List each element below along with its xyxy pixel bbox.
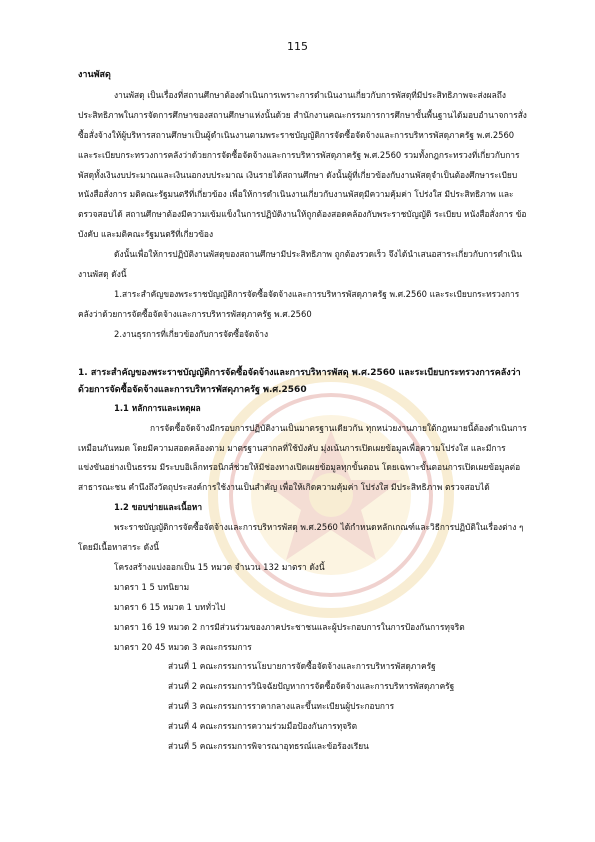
page-number: 115	[287, 40, 308, 53]
toc-item: 2.งานธุรการที่เกี่ยวข้องกับการจัดซื้อจัดจ้าง	[114, 328, 269, 339]
subsection-text: พระราชบัญญัติการจัดซื้อจัดจ้างและการบริหารพัสดุ พ.ศ.2560 ได้กำหนดหลักเกณฑ์และวิธีการปฏิบัติในเรื่องต่าง ๆ โดยมีเนื้อหาสาระ ดังนี้	[78, 522, 524, 553]
section-range: มาตรา 1 5 บทนิยาม	[114, 581, 190, 592]
part-item: ส่วนที่ 4 คณะกรรมการความร่วมมือป้องกันการทุจริต	[168, 721, 358, 732]
section-range: มาตรา 20 45 หมวด 3 คณะกรรมการ	[114, 641, 252, 652]
subsection-text: การจัดซื้อจัดจ้างมีกรอบการปฏิบัติงานเป็นมาตรฐานเดียวกัน ทุกหน่วยงานภายใต้กฎหมายนี้ต้องดำเนินการเหมือนกันหมด โดยมีความสอดคล้องตาม มาตรฐานสากลที่ใช้บังคับ มุ่งเน้นการเปิดเผยข้อมูลเพื่อความโปร่งใส และมีการแข่งขันอย่างเป็นธรรม มีระบบอิเล็กทรอนิกส์ช่วยให้มีช่องทางเปิดเผยข้อมูลทุกขั้นตอน โดยเฉพาะขั้นตอนการเปิดเผยข้อมูลต่อสาธารณะชน คำนึงถึงวัตถุประสงค์การใช้งานเป็นสำคัญ เพื่อให้เกิดความคุ้มค่า โปร่งใส มีประสิทธิภาพ ตรวจสอบได้	[78, 422, 527, 493]
section-title: 1. สาระสำคัญของพระราชบัญญัติการจัดซื้อจัดจ้างและการบริหารพัสดุ พ.ศ.2560 และระเบียบกระทรวงการคลังว่าด้วยการจัดซื้อจัดจ้างและการบริหารพัสดุภาครัฐ พ.ศ.2560	[78, 367, 521, 395]
section-heading: งานพัสดุ	[78, 70, 111, 80]
part-item: ส่วนที่ 5 คณะกรรมการพิจารณาอุทธรณ์และข้อร้องเรียน	[168, 741, 369, 752]
part-item: ส่วนที่ 1 คณะกรรมการนโยบายการจัดซื้อจัดจ้างและการบริหารพัสดุภาครัฐ	[168, 661, 436, 672]
subsection-title: 1.2 ขอบข่ายและเนื้อหา	[114, 502, 203, 513]
section-range: มาตรา 6 15 หมวด 1 บททั่วไป	[114, 601, 226, 612]
toc-item: 1.สาระสำคัญของพระราชบัญญัติการจัดซื้อจัดจ้างและการบริหารพัสดุภาครัฐ พ.ศ.2560 และระเบียบกระทรวงการคลังว่าด้วยการจัดซื้อจัดจ้างและการบริหารพัสดุภาครัฐ พ.ศ.2560	[78, 288, 520, 319]
section-range: มาตรา 16 19 หมวด 2 การมีส่วนร่วมของภาคประชาชนและผู้ประกอบการในการป้องกันการทุจริต	[114, 621, 465, 632]
intro-paragraph: งานพัสดุ เป็นเรื่องที่สถานศึกษาต้องดำเนินการเพราะการดำเนินงานเกี่ยวกับการพัสดุที่มีประสิทธิภาพจะส่งผลถึงประสิทธิภาพในการจัดการศึกษาของสถานศึกษาแห่งนั้นด้วย สำนักงานคณะกรรมการการศึกษาขั้นพื้นฐานได้มอบอำนาจการสั่งซื้อสั่งจ้างให้ผู้บริหารสถานศึกษาเป็นผู้ดำเนินงานตามพระราชบัญญัติการจัดซื้อจัดจ้างและการบริหารพัสดุภาครัฐ พ.ศ.2560 และระเบียบกระทรวงการคลังว่าด้วยการจัดซื้อจัดจ้างและการบริหารพัสดุภาครัฐ พ.ศ.2560 รวมทั้งกฎกระทรวงที่เกี่ยวกับการพัสดุทั้งเงินงบประมาณและเงินนอกงบประมาณ เงินรายได้สถานศึกษา ดังนั้นผู้ที่เกี่ยวข้องกับงานพัสดุจำเป็นต้องศึกษาระเบียบ หนังสือสั่งการ มติคณะรัฐมนตรีที่เกี่ยวข้อง เพื่อให้การดำเนินงานเกี่ยวกับงานพัสดุมีความคุ้มค่า โปร่งใส มีประสิทธิภาพ และตรวจสอบได้ สถานศึกษาต้องมีความเข้มแข็งในการปฏิบัติงานให้ถูกต้องสอดคล้องกับพระราชบัญญัติ ระเบียบ หนังสือสั่งการ ข้อบังคับ และมติคณะรัฐมนตรีที่เกี่ยวข้อง	[78, 89, 527, 240]
structure-line: โครงสร้างแบ่งออกเป็น 15 หมวด จำนวน 132 มาตรา ดังนี้	[114, 561, 325, 572]
subsection-title: 1.1 หลักการและเหตุผล	[114, 402, 201, 413]
part-item: ส่วนที่ 3 คณะกรรมการราคากลางและขึ้นทะเบียนผู้ประกอบการ	[168, 701, 395, 712]
part-item: ส่วนที่ 2 คณะกรรมการวินิจฉัยปัญหาการจัดซื้อจัดจ้างและการบริหารพัสดุภาครัฐ	[168, 681, 455, 692]
page-content	[78, 66, 528, 757]
purpose-paragraph: ดังนั้นเพื่อให้การปฏิบัติงานพัสดุของสถานศึกษามีประสิทธิภาพ ถูกต้องรวดเร็ว จึงได้นำเสนอสาระเกี่ยวกับการดำเนินงานพัสดุ ดังนี้	[78, 249, 522, 280]
